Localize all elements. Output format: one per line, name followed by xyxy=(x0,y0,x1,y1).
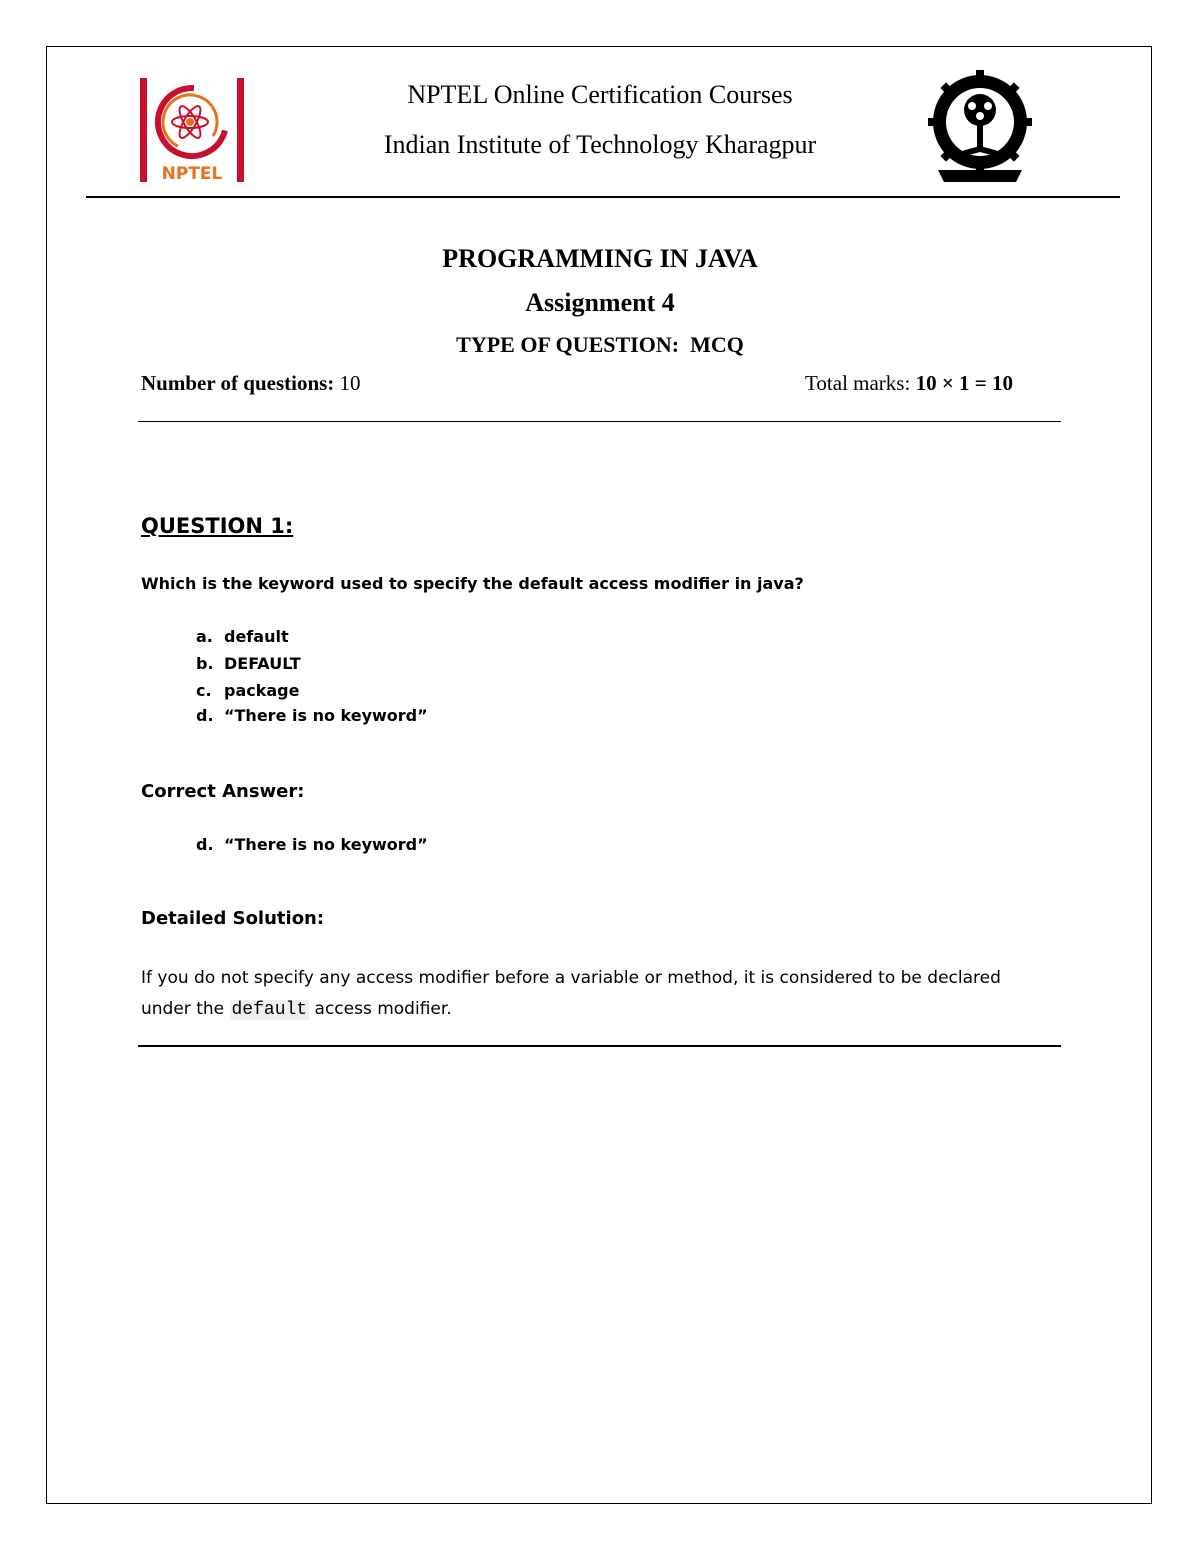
question-heading: QUESTION 1: xyxy=(141,514,294,538)
header-institute-name: Indian Institute of Technology Kharagpur xyxy=(383,130,817,159)
total-marks xyxy=(700,371,1013,396)
solution-part2: access modifier. xyxy=(314,999,452,1019)
detailed-solution-text xyxy=(141,963,1041,1026)
correct-answer-text: “There is no keyword” xyxy=(224,835,428,854)
option-label: d. xyxy=(196,706,214,725)
number-of-questions-value: 10 xyxy=(339,371,361,395)
question-text: Which is the keyword used to specify the default access modifier in java? xyxy=(141,574,804,593)
correct-answer xyxy=(196,835,428,854)
option-b xyxy=(196,654,301,673)
solution-part1: If you do not specify any access modifier before a variable or method, it is considered to be declared under the xyxy=(141,968,1001,1019)
total-marks-label: Total marks: xyxy=(805,371,911,395)
total-marks-value: 10 × 1 = 10 xyxy=(915,371,1013,395)
option-text: default xyxy=(224,627,289,646)
iit-kharagpur-logo xyxy=(928,70,1032,186)
option-text: package xyxy=(224,681,300,700)
header-divider xyxy=(86,196,1120,198)
number-of-questions xyxy=(141,371,361,396)
course-title: PROGRAMMING IN JAVA xyxy=(442,244,758,273)
nptel-logo xyxy=(140,78,246,184)
end-divider xyxy=(138,1045,1061,1047)
option-a xyxy=(196,627,289,646)
nptel-logo-text: NPTEL xyxy=(161,164,223,184)
question-type xyxy=(300,332,900,358)
option-d xyxy=(196,706,428,725)
question-type-value: MCQ xyxy=(690,332,744,357)
correct-answer-label: d. xyxy=(196,835,214,854)
option-label: a. xyxy=(196,627,213,646)
meta-divider xyxy=(138,421,1061,422)
number-of-questions-label: Number of questions: xyxy=(141,371,335,395)
solution-code: default xyxy=(231,1000,308,1020)
detailed-solution-heading: Detailed Solution: xyxy=(141,908,325,929)
option-c xyxy=(196,681,299,700)
header-org-name: NPTEL Online Certification Courses xyxy=(407,80,793,109)
option-text: DEFAULT xyxy=(224,654,301,673)
question-type-label: TYPE OF QUESTION: xyxy=(456,332,680,357)
option-label: b. xyxy=(196,654,214,673)
correct-answer-heading: Correct Answer: xyxy=(141,781,305,802)
option-text: “There is no keyword” xyxy=(224,706,428,725)
option-label: c. xyxy=(196,681,212,700)
assignment-title: Assignment 4 xyxy=(525,288,675,317)
